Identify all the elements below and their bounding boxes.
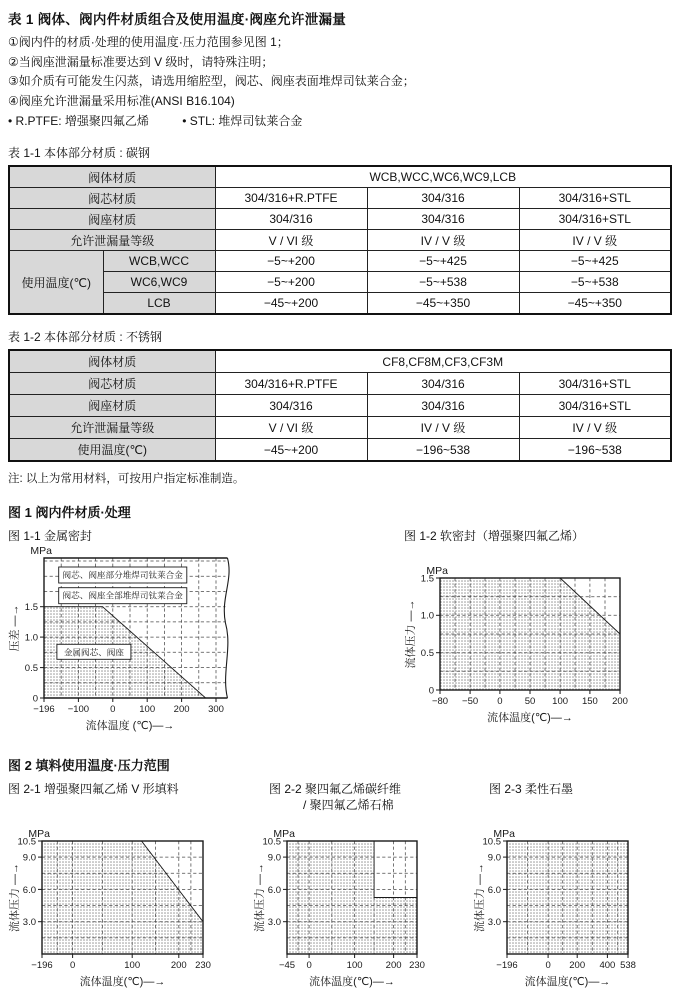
chart-block-fig2-1 <box>8 774 217 995</box>
torn-edge <box>224 558 229 698</box>
table-cell: −5~+200 <box>215 272 367 293</box>
x-tick-label: 100 <box>346 960 363 971</box>
table-cell: 304/316 <box>215 209 367 230</box>
y-tick-label: 10.5 <box>482 836 501 848</box>
y-tick-label: 6.0 <box>22 884 36 896</box>
figure1-heading: 图 1 阀内件材质·处理 <box>8 505 131 520</box>
legend-stl: • STL: 堆焊司钛莱合金 <box>182 114 303 128</box>
table-stainless-steel <box>8 349 672 462</box>
x-tick-label: 200 <box>170 960 187 971</box>
table-cell: V / VI 级 <box>215 230 367 251</box>
row-header-body-material: 阀体材质 <box>9 350 215 373</box>
table-cell: 304/316+STL <box>519 373 671 395</box>
table1-1-caption: 表 1-1 本体部分材质 : 碳钢 <box>8 146 151 160</box>
table-cell: −196~538 <box>519 439 671 462</box>
table-row <box>9 439 671 462</box>
y-tick-label: 10.5 <box>262 836 281 848</box>
row-header-leakage-class: 允许泄漏量等级 <box>9 230 215 251</box>
x-tick-label: 0 <box>497 696 503 707</box>
fig2_3-chart <box>473 825 644 990</box>
y-tick-label: 0 <box>32 693 38 705</box>
y-tick-label: 1.0 <box>24 632 38 644</box>
x-tick-label: 200 <box>569 960 586 971</box>
x-tick-label: 100 <box>139 704 156 715</box>
x-tick-label: 50 <box>524 696 536 707</box>
y-tick-label: 0.5 <box>24 663 38 674</box>
annotation-text: 阀芯、阀座部分堆焊司钛莱合金 <box>62 570 183 580</box>
table-row <box>9 188 671 209</box>
table-row <box>9 350 671 373</box>
x-tick-label: 0 <box>69 960 76 971</box>
table-cell: 304/316 <box>367 188 519 209</box>
y-tick-label: 9.0 <box>487 852 501 864</box>
x-tick-label: −50 <box>462 696 479 707</box>
table1-2-caption: 表 1-2 本体部分材质 : 不锈钢 <box>8 330 163 344</box>
y-axis-label: 流体压力 —→ <box>405 599 417 669</box>
note-3: ③如介质有可能发生闪蒸，请选用缩腔型，阀芯、阀座表面堆焊司钛莱合金； <box>8 74 415 88</box>
table-row <box>9 166 671 188</box>
y-tick-label: 0.5 <box>420 648 434 660</box>
figure1-charts <box>8 521 672 739</box>
y-tick-label: 9.0 <box>22 852 36 864</box>
x-axis-label: 流体温度(℃)—→ <box>524 976 611 988</box>
sub-header-wc6-wc9: WC6,WC9 <box>103 272 215 293</box>
y-axis-label: 流体压力 —→ <box>474 862 486 933</box>
x-tick-label: 230 <box>195 960 211 971</box>
table-row <box>9 417 671 439</box>
x-tick-label: 0 <box>306 960 312 971</box>
row-header-seat-material: 阀座材质 <box>9 395 215 417</box>
y-axis-label: 流体压力 —→ <box>9 862 21 933</box>
table-cell: 304/316+R.PTFE <box>215 373 367 395</box>
fig1-2-caption: 图 1-2 软密封（增强聚四氟乙烯） <box>404 529 585 543</box>
y-tick-label: 6.0 <box>487 884 501 896</box>
y-axis-label: 流体压力 —→ <box>254 862 266 933</box>
x-tick-label: 538 <box>620 960 636 971</box>
unit-label: MPa <box>426 565 448 577</box>
fig2-2-caption-line1: 图 2-2 聚四氟乙烯碳纤维 <box>269 782 402 796</box>
table-carbon-steel <box>8 165 672 315</box>
row-header-plug-material: 阀芯材质 <box>9 188 215 209</box>
y-tick-label: 0 <box>428 685 434 697</box>
x-axis-label: 流体温度(℃)—→ <box>487 712 573 724</box>
table-cell: 304/316+STL <box>519 188 671 209</box>
x-tick-label: 0 <box>110 704 116 715</box>
table-cell: 304/316+STL <box>519 209 671 230</box>
x-tick-label: 400 <box>599 960 616 971</box>
fig2-2-caption-line2: / 聚四氟乙烯石棉 <box>303 798 394 812</box>
table-row <box>9 272 671 293</box>
region-label-text: 金属阀芯、阀座 <box>63 647 124 658</box>
x-axis-label: 流体温度 (℃)—→ <box>85 720 175 732</box>
x-tick-label: 100 <box>552 696 569 707</box>
x-tick-label: −196 <box>33 704 55 715</box>
table-cell: V / VI 级 <box>215 417 367 439</box>
fig2-1-caption: 图 2-1 增强聚四氟乙烯 V 形填料 <box>8 782 179 796</box>
fig1_1-chart <box>8 544 234 734</box>
table-cell: −45~+200 <box>215 293 367 315</box>
fig2_1-chart <box>8 825 217 990</box>
unit-label: MPa <box>30 545 52 557</box>
x-tick-label: 200 <box>173 704 190 715</box>
row-header-seat-material: 阀座材质 <box>9 209 215 230</box>
sub-header-wcb-wcc: WCB,WCC <box>103 251 215 272</box>
unit-label: MPa <box>273 828 295 840</box>
row-header-plug-material: 阀芯材质 <box>9 373 215 395</box>
x-tick-label: 0 <box>545 960 551 971</box>
note-4: ④阀座允许泄漏量采用标准(ANSI B16.104) <box>8 93 235 108</box>
cell-body-materials: CF8,CF8M,CF3,CF3M <box>215 350 671 373</box>
x-axis-label: 流体温度(℃)—→ <box>79 976 166 988</box>
table-cell: −5~+425 <box>367 251 519 272</box>
x-axis-label: 流体温度(℃)—→ <box>309 976 395 988</box>
row-header-body-material: 阀体材质 <box>9 166 215 188</box>
y-tick-label: 1.0 <box>420 610 434 622</box>
x-tick-label: −45 <box>278 960 296 971</box>
table-cell: IV / V 级 <box>519 230 671 251</box>
chart-block-fig2-2 <box>253 774 431 995</box>
table-cell: IV / V 级 <box>367 417 519 439</box>
cell-body-materials: WCB,WCC,WC6,WC9,LCB <box>215 166 671 188</box>
table-cell: −196~538 <box>367 439 519 462</box>
table-row <box>9 373 671 395</box>
operating-region <box>507 841 628 954</box>
table-row <box>9 209 671 230</box>
x-tick-label: 100 <box>124 960 141 971</box>
y-tick-label: 6.0 <box>267 884 281 896</box>
caption-spacer <box>8 797 217 813</box>
chart-block-fig1-2 <box>404 521 632 731</box>
figure2-heading: 图 2 填料使用温度·压力范围 <box>8 758 170 773</box>
chart-fig2-1-rptfe-packing <box>8 825 217 995</box>
y-tick-label: 1.5 <box>420 573 434 585</box>
unit-label: MPa <box>493 828 515 840</box>
fig1-1-caption: 图 1-1 金属密封 <box>8 529 93 543</box>
x-tick-label: 150 <box>581 696 598 707</box>
unit-label: MPa <box>28 828 50 840</box>
caption-spacer <box>473 797 644 813</box>
table-cell: −45~+200 <box>215 439 367 462</box>
table-row <box>9 251 671 272</box>
x-tick-label: −196 <box>31 960 53 971</box>
x-tick-label: −100 <box>67 704 90 715</box>
y-tick-label: 3.0 <box>487 917 501 929</box>
table-cell: IV / V 级 <box>367 230 519 251</box>
y-tick-label: 3.0 <box>267 917 281 929</box>
x-tick-label: −196 <box>496 960 518 971</box>
fig2_2-chart <box>253 825 431 990</box>
row-header-leakage-class: 允许泄漏量等级 <box>9 417 215 439</box>
note-2: ②当阀座泄漏量标准要达到 V 级时，请特殊注明； <box>8 54 274 69</box>
table-cell: IV / V 级 <box>519 417 671 439</box>
x-tick-label: −80 <box>431 696 449 707</box>
y-axis-label: 压差 —→ <box>9 604 21 652</box>
chart-fig2-3-flexible-graphite <box>473 825 644 995</box>
x-tick-label: 200 <box>385 960 402 971</box>
fig2-3-caption: 图 2-3 柔性石墨 <box>489 782 574 796</box>
figure2-charts <box>8 774 672 995</box>
table-cell: 304/316 <box>367 209 519 230</box>
x-tick-label: 230 <box>409 960 425 971</box>
y-tick-label: 1.5 <box>24 602 38 614</box>
table-cell: −5~+200 <box>215 251 367 272</box>
chart-fig1-1-metal-seal <box>8 544 234 739</box>
table-cell: 304/316+R.PTFE <box>215 188 367 209</box>
table-footnote: 注: 以上为常用材料，可按用户指定标准制造。 <box>8 473 245 485</box>
y-tick-label: 9.0 <box>267 852 281 864</box>
row-header-service-temp: 使用温度(℃) <box>9 251 103 315</box>
chart-block-fig2-3 <box>473 774 644 995</box>
table-cell: −5~+538 <box>367 272 519 293</box>
sub-header-lcb: LCB <box>103 293 215 315</box>
page-title: 表 1 阀体、阀内件材质组合及使用温度·阀座允许泄漏量 <box>8 12 347 27</box>
table-cell: −45~+350 <box>519 293 671 315</box>
table-cell: −45~+350 <box>367 293 519 315</box>
abbreviation-legend <box>8 111 672 131</box>
table-cell: 304/316 <box>367 373 519 395</box>
chart-block-fig1-1 <box>8 521 234 739</box>
y-tick-label: 10.5 <box>17 836 36 848</box>
table-cell: −5~+538 <box>519 272 671 293</box>
table-cell: 304/316 <box>215 395 367 417</box>
y-tick-label: 3.0 <box>22 917 36 929</box>
x-tick-label: 200 <box>612 696 628 707</box>
table-row <box>9 230 671 251</box>
table-cell: 304/316+STL <box>519 395 671 417</box>
table-row <box>9 395 671 417</box>
annotation-text: 阀芯、阀座全部堆焊司钛莱合金 <box>62 590 183 601</box>
chart-fig1-2-soft-seal <box>404 562 632 731</box>
fig1_2-chart <box>404 562 632 726</box>
note-1: ①阀内件的材质·处理的使用温度·压力范围参见图 1； <box>8 35 289 49</box>
table-row <box>9 293 671 315</box>
chart-fig2-2-ptfe-carbon-fiber <box>253 825 431 995</box>
row-header-service-temp: 使用温度(℃) <box>9 439 215 462</box>
x-tick-label: 300 <box>208 704 224 715</box>
legend-rptfe: • R.PTFE: 增强聚四氟乙烯 <box>8 114 149 128</box>
table-cell: 304/316 <box>367 395 519 417</box>
table-cell: −5~+425 <box>519 251 671 272</box>
